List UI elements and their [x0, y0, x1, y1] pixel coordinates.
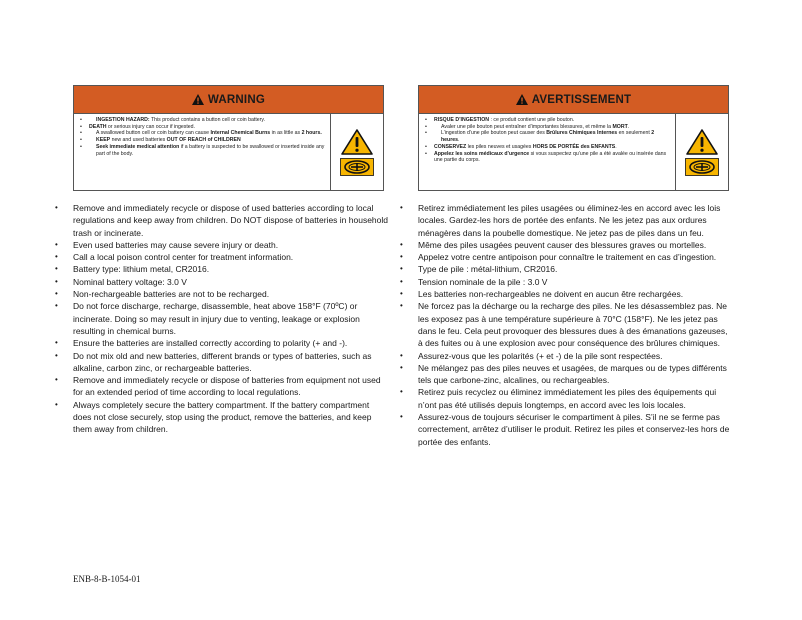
- list-item: • Assurez-vous de toujours sécuriser le compartiment à piles. S’il ne se ferme pas correctement, arrêtez d’utiliser le produit. Retirez les piles et conservez-les hors de portée des enfants.: [400, 412, 730, 447]
- warning-item: • CONSERVEZ les piles neuves et usagées HORS DE PORTÉE des ENFANTS.: [425, 143, 617, 150]
- warning-title-en: WARNING: [208, 93, 265, 106]
- warning-item: • KEEP new and used batteries OUT OF REACH of CHILDREN: [80, 137, 241, 144]
- list-item: • Non-rechargeable batteries are not to be recharged.: [55, 289, 270, 300]
- warning-icons-fr: [676, 114, 728, 190]
- warning-icons-en: [331, 114, 383, 190]
- warning-item: • L’ingestion d’une pile bouton peut causer des Brûlures Chimiques Internes en seulement 2 heures.: [425, 130, 655, 144]
- warning-item: • Appelez les soins médicaux d’urgence si vous suspectez qu’une pile a été avalée ou insérée dans une partie du corps.: [425, 150, 667, 164]
- list-item: • Call a local poison control center for treatment information.: [55, 252, 294, 263]
- list-item: • Assurez-vous que les polarités (+ et -) de la pile sont respectées.: [400, 350, 663, 361]
- list-item: • Ensure the batteries are installed correctly according to polarity (+ and -).: [55, 338, 348, 349]
- document-code: ENB-8-B-1054-01: [73, 574, 141, 584]
- list-item: • Nominal battery voltage: 3.0 V: [55, 276, 187, 287]
- safety-list-fr: [399, 202, 734, 448]
- list-item: • Even used batteries may cause severe injury or death.: [55, 239, 279, 250]
- warning-item: • Seek immediate medical attention if a battery is suspected to be swallowed or inserted inside any part of the body.: [80, 143, 325, 157]
- warning-item: • RISQUE D’INGESTION : ce produit contient une pile bouton.: [425, 117, 575, 123]
- list-item: • Tension nominale de la pile : 3.0 V: [400, 276, 548, 287]
- list-item: • Ne mélangez pas des piles neuves et usagées, de marques ou de types différents tels que carbone-zinc, alcalines, ou rechargeables.: [400, 362, 727, 386]
- warning-item: • Avaler une pile bouton peut entraîner d’importantes blessures, et même la MORT.: [425, 123, 630, 130]
- warning-box-en: [73, 85, 384, 191]
- list-item: • Retirez immédiatement les piles usagées ou éliminez-les en accord avec les lois locales. Gardez-les hors de portée des enfants. Ne les jetez pas aux ordures ménagères dans la poubelle domestique. Ne jetez pas de piles dans un feu.: [400, 203, 721, 238]
- list-item: • Do not force discharge, recharge, disassemble, heat above 158°F (70ºC) or incinerate. Doing so may result in injury due to venting, leakage or explosion resulting in chemical burns.: [55, 301, 360, 336]
- coin-battery-icon: [685, 158, 719, 176]
- warning-text-fr: [419, 114, 676, 190]
- warning-title-fr: AVERTISSEMENT: [531, 93, 632, 106]
- warning-box-fr: [418, 85, 729, 191]
- coin-battery-icon: [340, 158, 374, 176]
- warning-header-en: [74, 86, 383, 114]
- hazard-triangle-icon: [341, 129, 373, 155]
- list-item: • Retirez puis recyclez ou éliminez immédiatement les piles des équipements qui n’ont pas été utilisés depuis longtemps, en accord avec les lois locales.: [400, 387, 717, 410]
- list-item: • Les batteries non-rechargeables ne doivent en aucun être rechargées.: [400, 289, 684, 300]
- warning-text-en: [74, 114, 331, 190]
- warning-item: • DEATH or serious injury can occur if ingested.: [80, 123, 196, 130]
- list-item: • Appelez votre centre antipoison pour connaître le traitement en cas d’ingestion.: [400, 252, 717, 263]
- list-item: • Même des piles usagées peuvent causer des blessures graves ou mortelles.: [400, 239, 707, 250]
- warning-item: • INGESTION HAZARD: This product contains a button cell or coin battery.: [80, 117, 266, 123]
- list-item: • Ne forcez pas la décharge ou la recharge des piles. Ne les désassemblez pas. Ne les exposez pas à une température supérieure à 70°C (158°F). Ne les jetez pas dans le feu. Cela peut provoquer des blessures dues à des émanations gazeuses, à des fuites ou à une explosion avec pour conséquence des brûlures chimiques.: [400, 301, 728, 349]
- list-item: • Remove and immediately recycle or dispose of used batteries according to local regulations and keep away from children. Do NOT dispose of batteries in household trash or incinerate.: [55, 203, 388, 238]
- warning-triangle-icon: [516, 94, 528, 105]
- warning-triangle-icon: [192, 94, 204, 105]
- list-item: • Always completely secure the battery compartment. If the battery compartment does not close securely, stop using the product, remove the batteries, and keep them away from children.: [55, 399, 372, 435]
- list-item: • Do not mix old and new batteries, different brands or types of batteries, such as alkaline, carbon zinc, or rechargeable batteries.: [55, 350, 372, 373]
- safety-list-en: [54, 202, 389, 436]
- warning-header-fr: [419, 86, 728, 114]
- warning-item: • A swallowed button cell or coin battery can cause Internal Chemical Burns in as little as 2 hours.: [80, 130, 322, 137]
- list-item: • Battery type: lithium metal, CR2016.: [55, 264, 210, 275]
- list-item: • Remove and immediately recycle or dispose of batteries from equipment not used for an extended period of time according to local regulations.: [55, 375, 381, 398]
- list-item: • Type de pile : métal-lithium, CR2016.: [400, 264, 558, 275]
- hazard-triangle-icon: [686, 129, 718, 155]
